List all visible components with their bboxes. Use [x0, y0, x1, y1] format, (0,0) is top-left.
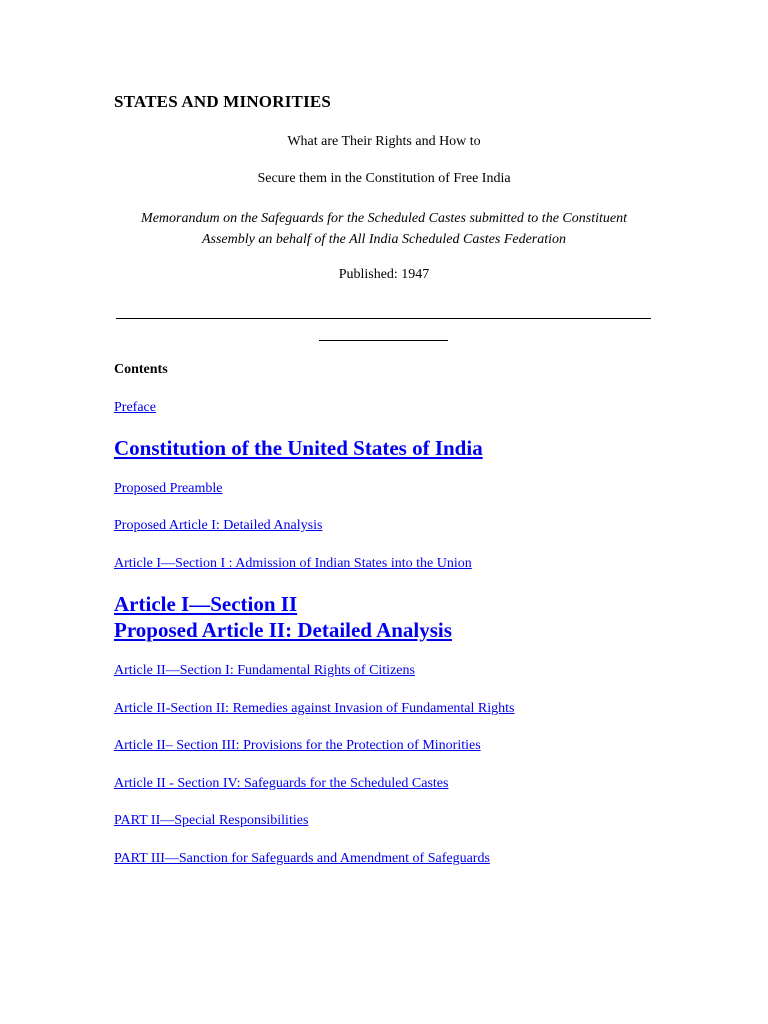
memorandum-text: Memorandum on the Safeguards for the Scheduled Castes submitted to the Constituent Assembly an behalf of the All India Scheduled Castes Federation	[141, 211, 627, 247]
toc-link-article-1-section-2[interactable]: Article I—Section II	[114, 592, 298, 616]
toc-link-article-1-section-1[interactable]: Article I—Section I : Admission of Indian States into the Union	[114, 556, 472, 571]
subtitle-line-2: Secure them in the Constitution of Free India	[257, 171, 511, 186]
toc-link-preface[interactable]: Preface	[114, 400, 156, 415]
toc-link-constitution[interactable]: Constitution of the United States of India	[114, 436, 483, 460]
toc-link-article-1-analysis[interactable]: Proposed Article I: Detailed Analysis	[114, 518, 323, 533]
toc-link-part-3[interactable]: PART III—Sanction for Safeguards and Amendment of Safeguards	[114, 851, 490, 866]
published-date: Published: 1947	[338, 267, 430, 282]
subtitle-line-1: What are Their Rights and How to	[287, 134, 481, 149]
horizontal-rule-short	[319, 340, 448, 341]
document-title: STATES AND MINORITIES	[114, 92, 332, 111]
toc-link-part-2[interactable]: PART II—Special Responsibilities	[114, 813, 309, 828]
horizontal-rule	[116, 318, 651, 319]
toc-link-article-2-section-1[interactable]: Article II—Section I: Fundamental Rights of Citizens	[114, 663, 415, 678]
toc-link-article-2-analysis[interactable]: Proposed Article II: Detailed Analysis	[114, 618, 452, 642]
toc-link-article-2-section-3[interactable]: Article II– Section III: Provisions for the Protection of Minorities	[114, 738, 481, 753]
toc-link-proposed-preamble[interactable]: Proposed Preamble	[114, 481, 223, 496]
toc-link-article-2-section-4[interactable]: Article II - Section IV: Safeguards for the Scheduled Castes	[114, 776, 449, 791]
toc-link-article-2-section-2[interactable]: Article II-Section II: Remedies against Invasion of Fundamental Rights	[114, 701, 515, 716]
contents-heading: Contents	[114, 362, 168, 377]
